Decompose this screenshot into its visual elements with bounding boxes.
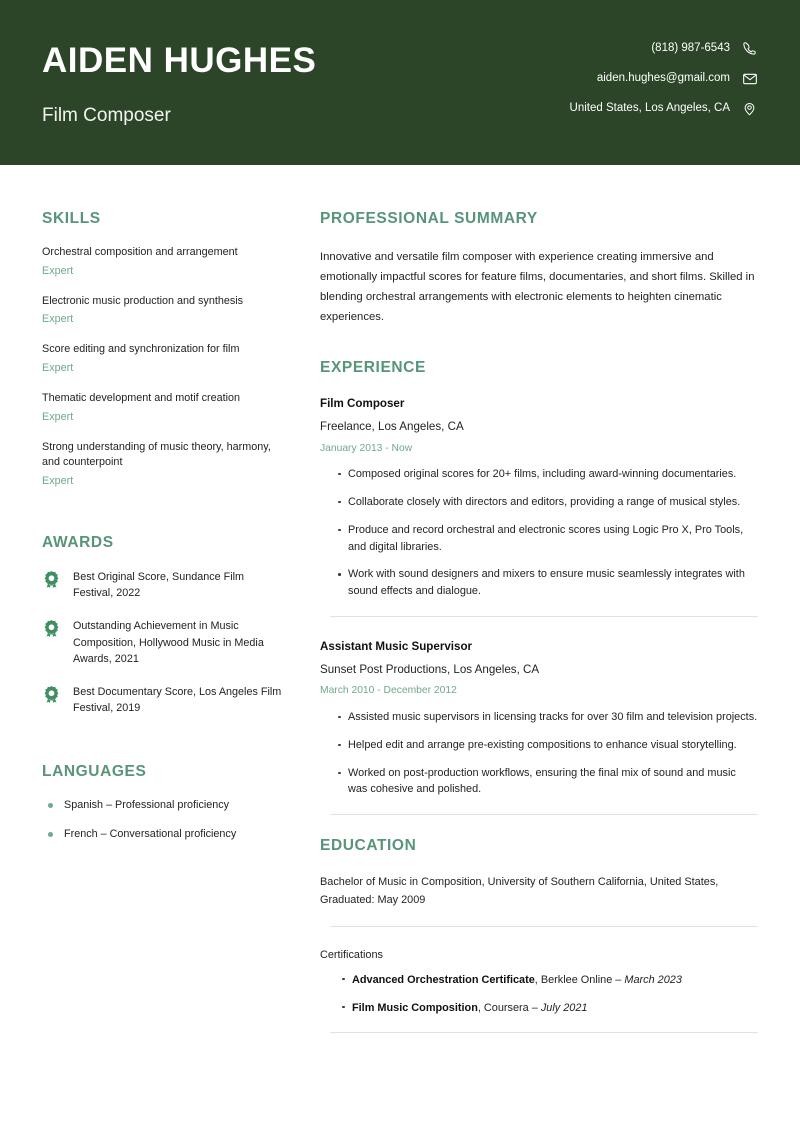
certification-name: Advanced Orchestration Certificate (352, 973, 535, 986)
awards-section (42, 534, 282, 716)
job-role: Film Composer (320, 397, 405, 411)
spacer (320, 327, 758, 359)
experience-section (320, 359, 758, 815)
education-section-title: EDUCATION (320, 837, 417, 855)
skills-section (42, 210, 282, 488)
job-bullet: Helped edit and arrange pre-existing compositions to enhance visual storytelling. (338, 737, 758, 754)
award-text: Best Original Score, Sundance Film Festival, 2022 (73, 571, 245, 600)
job-title-subtitle: Film Composer (42, 104, 171, 126)
summary-section (320, 210, 758, 327)
language-item (42, 827, 282, 842)
job-bullet: Produce and record orchestral and electronic scores using Logic Pro X, Pro Tools, and digital libraries. (338, 522, 758, 556)
award-text: Best Documentary Score, Los Angeles Film Festival, 2019 (73, 685, 282, 715)
job-dates: January 2013 - Now (320, 442, 413, 454)
award-item (42, 684, 282, 716)
experience-entry (320, 396, 758, 600)
award-medal-icon (42, 570, 61, 589)
skill-level: Expert (42, 264, 74, 277)
main-column (310, 210, 758, 1055)
job-role: Assistant Music Supervisor (320, 640, 473, 654)
section-divider (330, 926, 758, 927)
job-bullet-list (320, 709, 758, 799)
section-divider (330, 1032, 758, 1033)
section-divider (330, 814, 758, 815)
award-item (42, 618, 282, 667)
skill-name: Thematic development and motif creation (42, 392, 241, 405)
phone-icon (741, 40, 758, 57)
education-degree: Bachelor of Music in Composition, University of Southern California, United States, Graduated: May 2009 (320, 876, 719, 906)
job-company: Freelance, Los Angeles, CA (320, 420, 464, 434)
job-bullet: Composed original scores for 20+ films, including award-winning documentaries. (338, 466, 758, 483)
bullet-icon (48, 832, 53, 837)
contact-phone-text: (818) 987-6543 (651, 41, 730, 54)
skill-name: Strong understanding of music theory, harmony, and counterpoint (42, 440, 271, 469)
language-item (42, 798, 282, 813)
summary-section-title: PROFESSIONAL SUMMARY (320, 210, 538, 227)
skill-level: Expert (42, 313, 74, 326)
contact-location[interactable] (570, 100, 758, 117)
skill-item (42, 342, 282, 375)
skill-name: Electronic music production and synthesis (42, 294, 244, 307)
section-divider (330, 616, 758, 617)
languages-section (42, 763, 282, 842)
language-text: French – Conversational proficiency (64, 828, 237, 841)
certification-date: July 2021 (540, 1001, 588, 1014)
job-dates: March 2010 - December 2012 (320, 685, 457, 697)
spacer (42, 733, 282, 763)
job-company: Sunset Post Productions, Los Angeles, CA (320, 663, 540, 677)
education-section (320, 837, 758, 1033)
contact-email[interactable] (597, 70, 758, 87)
contact-phone[interactable] (651, 40, 758, 57)
skill-name: Orchestral composition and arrangement (42, 246, 238, 258)
experience-entry (320, 639, 758, 798)
skill-item (42, 245, 282, 278)
skill-level: Expert (42, 474, 74, 487)
skill-item (42, 391, 282, 424)
resume-body (0, 165, 800, 1055)
certification-item (342, 1000, 758, 1016)
language-text: Spanish – Professional proficiency (64, 799, 230, 812)
header-identity (42, 0, 316, 127)
certification-provider: , Berklee Online – (534, 973, 625, 986)
location-pin-icon (741, 100, 758, 117)
summary-text: Innovative and versatile film composer with experience creating immersive and emotionally impactful scores for feature films, documentaries, and short films. Skilled in blending orchestral arrangements with electronic elements to heighten cinematic experiences. (320, 251, 755, 324)
certification-date: March 2023 (624, 973, 682, 986)
envelope-icon (741, 70, 758, 87)
contact-location-text: United States, Los Angeles, CA (569, 101, 730, 114)
experience-section-title: EXPERIENCE (320, 359, 426, 377)
certification-provider: , Coursera – (477, 1001, 541, 1014)
contact-email-text: aiden.hughes@gmail.com (596, 71, 730, 84)
spacer (42, 504, 282, 534)
job-bullet-list (320, 466, 758, 600)
certification-item (342, 972, 758, 988)
page-title: AIDEN HUGHES (42, 41, 317, 80)
contact-list (570, 0, 758, 117)
skill-level: Expert (42, 361, 74, 374)
award-text: Outstanding Achievement in Music Composition, Hollywood Music in Media Awards, 2021 (73, 620, 264, 665)
skills-section-title: SKILLS (42, 210, 101, 227)
job-bullet: Assisted music supervisors in licensing tracks for over 30 film and television projects. (338, 709, 758, 726)
skill-name: Score editing and synchronization for film (42, 343, 240, 356)
award-medal-icon (42, 685, 61, 704)
skill-item (42, 294, 282, 327)
resume-header (0, 0, 800, 165)
certification-name: Film Music Composition (352, 1001, 478, 1014)
bullet-icon (48, 803, 53, 808)
job-bullet: Collaborate closely with directors and editors, providing a range of musical styles. (338, 494, 758, 511)
job-bullet: Work with sound designers and mixers to ensure music seamlessly integrates with sound effects and dialogue. (338, 566, 758, 600)
awards-section-title: AWARDS (42, 534, 114, 551)
skill-item (42, 440, 282, 488)
certifications-label: Certifications (320, 948, 383, 961)
award-medal-icon (42, 619, 61, 638)
certifications-list (320, 972, 758, 1017)
languages-section-title: LANGUAGES (42, 763, 147, 781)
award-item (42, 569, 282, 601)
sidebar-column (42, 210, 310, 857)
skill-level: Expert (42, 410, 74, 423)
job-bullet: Worked on post-production workflows, ensuring the final mix of sound and music was cohesive and polished. (338, 765, 758, 799)
